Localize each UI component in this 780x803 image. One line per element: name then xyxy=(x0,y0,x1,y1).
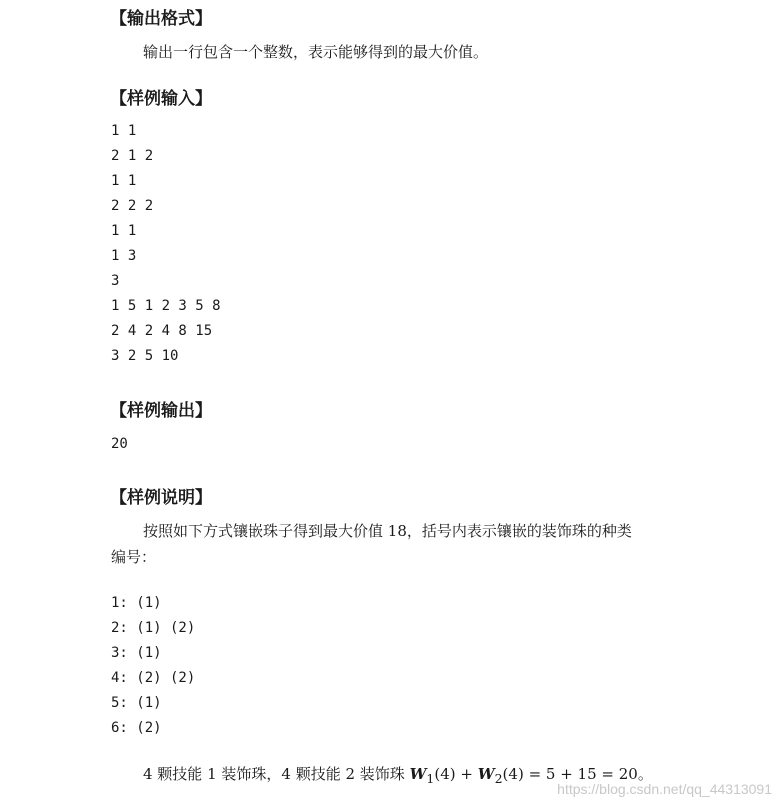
sample-explanation-heading: 【样例说明】 xyxy=(110,488,212,508)
summary-w2: W xyxy=(477,765,495,783)
summary-mid: (4) + xyxy=(434,765,478,783)
sample-explanation-text-line2: 编号： xyxy=(111,548,157,566)
summary-sub2: 2 xyxy=(494,771,503,786)
sample-input-line: 1 1 xyxy=(111,223,137,239)
summary-suffix: (4) = 5 + 15 = 20。 xyxy=(502,765,653,783)
summary-w1: W xyxy=(409,765,427,783)
output-format-text: 输出一行包含一个整数，表示能够得到的最大价值。 xyxy=(143,43,489,61)
explanation-line: 6: (2) xyxy=(111,720,162,736)
sample-output-line: 20 xyxy=(111,436,128,452)
sample-input-line: 1 5 1 2 3 5 8 xyxy=(111,298,221,314)
explanation-line: 3: (1) xyxy=(111,645,162,661)
sample-input-line: 1 3 xyxy=(111,248,137,264)
explanation-line: 2: (1) (2) xyxy=(111,620,196,636)
sample-input-block xyxy=(111,119,221,369)
sample-explanation-text-line1: 按照如下方式镶嵌珠子得到最大价值 18，括号内表示镶嵌的装饰珠的种类 xyxy=(143,522,632,540)
sample-input-line: 1 1 xyxy=(111,173,137,189)
output-format-heading: 【输出格式】 xyxy=(110,9,212,29)
sample-input-line: 3 2 5 10 xyxy=(111,348,179,364)
sample-input-line: 1 1 xyxy=(111,123,137,139)
sample-input-line: 2 1 2 xyxy=(111,148,154,164)
explanation-list xyxy=(111,591,195,741)
sample-output-heading: 【样例输出】 xyxy=(110,401,212,421)
sample-input-line: 2 2 2 xyxy=(111,198,154,214)
explanation-line: 5: (1) xyxy=(111,695,162,711)
summary-prefix: 4 颗技能 1 装饰珠，4 颗技能 2 装饰珠 xyxy=(143,765,410,783)
watermark: https://blog.csdn.net/qq_44313091 xyxy=(557,781,772,797)
explanation-line: 4: (2) (2) xyxy=(111,670,196,686)
sample-input-line: 3 xyxy=(111,273,120,289)
sample-input-heading: 【样例输入】 xyxy=(110,89,212,109)
explanation-line: 1: (1) xyxy=(111,595,162,611)
sample-input-line: 2 4 2 4 8 15 xyxy=(111,323,213,339)
summary-sub1: 1 xyxy=(426,771,435,786)
sample-output-block xyxy=(111,432,128,457)
